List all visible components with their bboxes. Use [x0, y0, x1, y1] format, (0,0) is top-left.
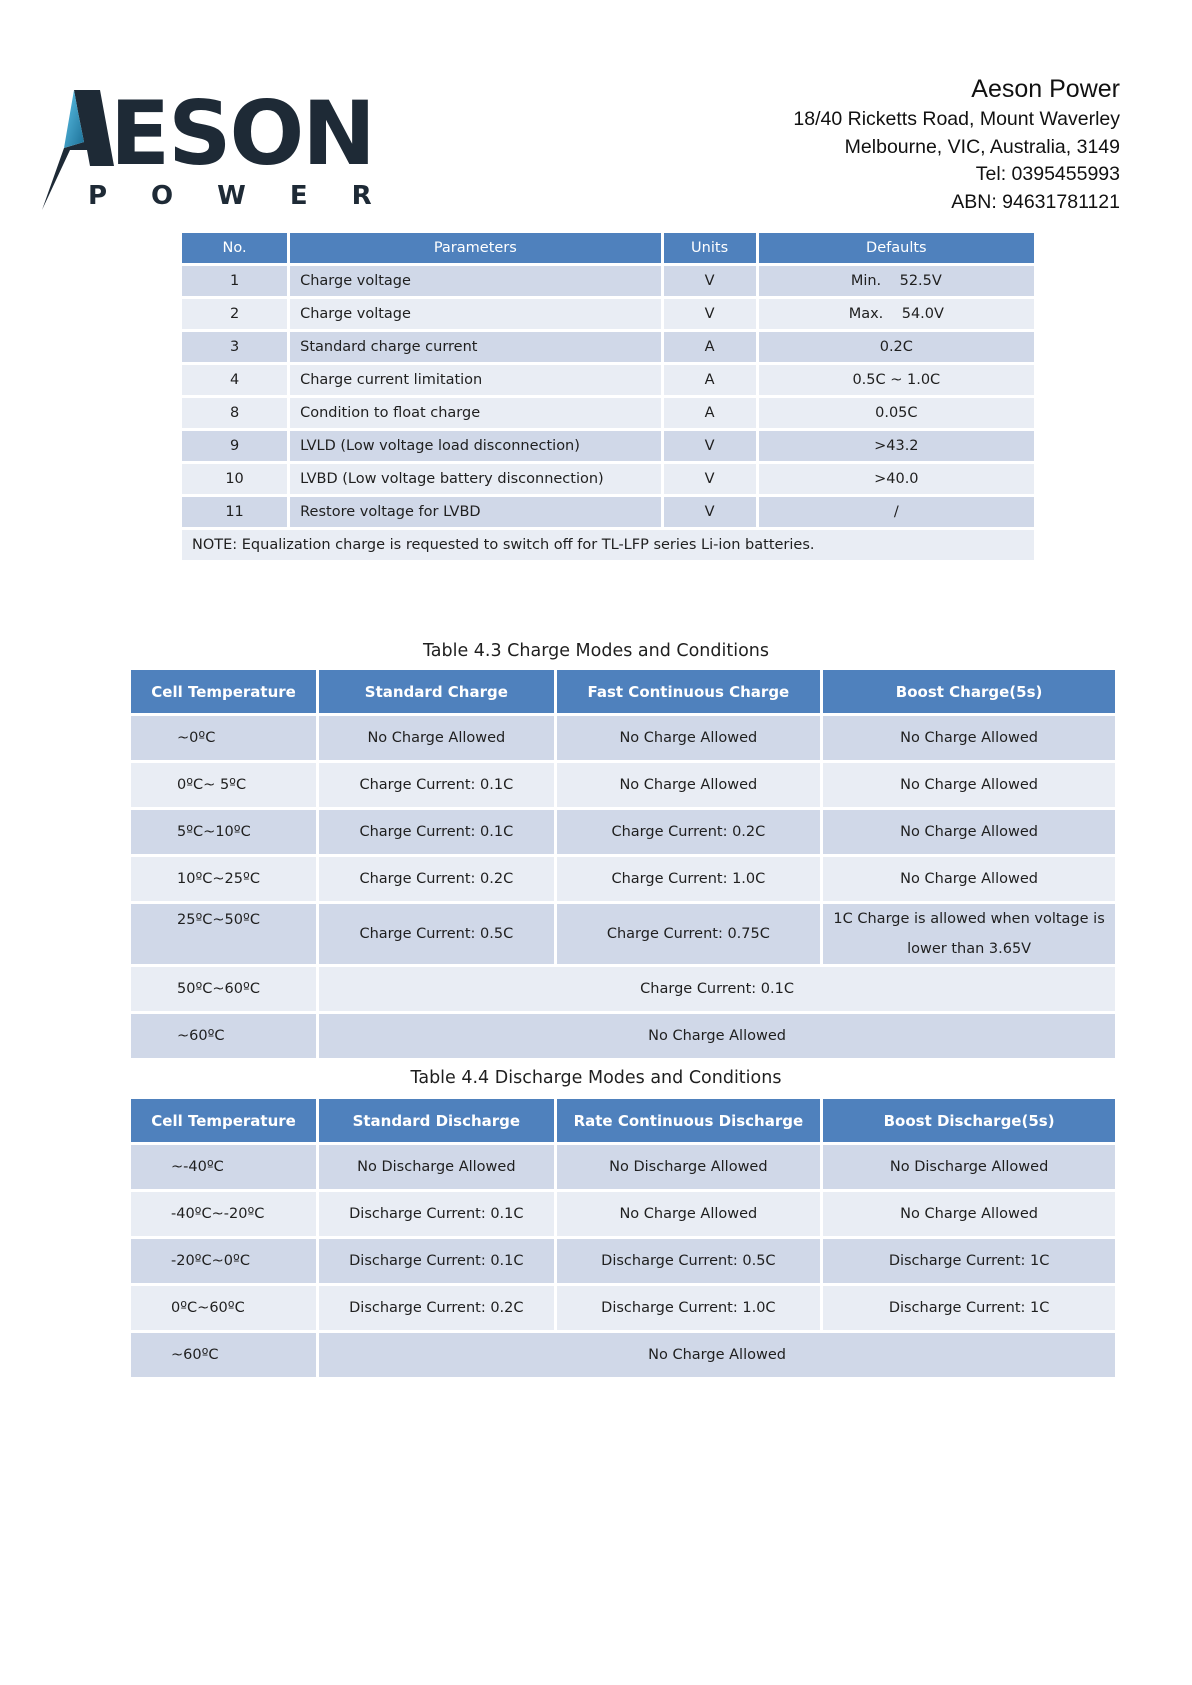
cell-parameter: LVBD (Low voltage battery disconnection): [290, 464, 660, 494]
table-row: [182, 497, 1034, 527]
cell-merged-value: Charge Current: 0.1C: [319, 967, 1115, 1011]
cell-fast-charge: Charge Current: 1.0C: [557, 857, 821, 901]
table-row: [131, 857, 1115, 901]
cell-no: 1: [182, 266, 287, 296]
table-row: [131, 810, 1115, 854]
cell-default: >43.2: [759, 431, 1034, 461]
table-row: [182, 266, 1034, 296]
cell-no: 11: [182, 497, 287, 527]
table-row: [131, 904, 1115, 964]
cell-boost-discharge: No Charge Allowed: [823, 1192, 1115, 1236]
cell-no: 4: [182, 365, 287, 395]
address-line-1: 18/40 Ricketts Road, Mount Waverley: [793, 108, 1120, 130]
cell-unit: A: [664, 365, 756, 395]
cell-merged-value: No Charge Allowed: [319, 1333, 1115, 1377]
cell-default: /: [759, 497, 1034, 527]
column-header-boost-discharge: Boost Discharge(5s): [823, 1099, 1115, 1142]
company-address-block: [793, 74, 1120, 216]
table-note: NOTE: Equalization charge is requested to switch off for TL-LFP series Li-ion batteries.: [182, 530, 1034, 560]
cell-boost-charge: 1C Charge is allowed when voltage is lower than 3.65V: [823, 904, 1115, 964]
cell-temperature: ~0ºC: [131, 716, 316, 760]
column-header-standard-discharge: Standard Discharge: [319, 1099, 553, 1142]
cell-rate-discharge: Discharge Current: 1.0C: [557, 1286, 821, 1330]
svg-text:ESON: ESON: [110, 82, 374, 185]
company-name: Aeson Power: [971, 75, 1120, 103]
table-row: [131, 1239, 1115, 1283]
table-row: [182, 431, 1034, 461]
cell-parameter: Charge voltage: [290, 266, 660, 296]
cell-temperature: 25ºC~50ºC: [131, 904, 316, 964]
column-header-boost-charge: Boost Charge(5s): [823, 670, 1115, 713]
cell-parameter: Condition to float charge: [290, 398, 660, 428]
parameters-table: [179, 230, 1037, 563]
table-note-row: [182, 530, 1034, 560]
cell-parameter: Charge current limitation: [290, 365, 660, 395]
cell-no: 10: [182, 464, 287, 494]
column-header-fast-continuous-charge: Fast Continuous Charge: [557, 670, 821, 713]
cell-no: 8: [182, 398, 287, 428]
cell-parameter: Restore voltage for LVBD: [290, 497, 660, 527]
cell-temperature: 0ºC~60ºC: [131, 1286, 316, 1330]
cell-boost-charge: No Charge Allowed: [823, 763, 1115, 807]
cell-standard-discharge: Discharge Current: 0.1C: [319, 1192, 553, 1236]
cell-temperature: ~60ºC: [131, 1333, 316, 1377]
discharge-modes-table: [128, 1096, 1118, 1380]
cell-default: 0.5C ~ 1.0C: [759, 365, 1034, 395]
cell-unit: V: [664, 497, 756, 527]
cell-parameter: Charge voltage: [290, 299, 660, 329]
table-row: [131, 1333, 1115, 1377]
cell-temperature: -20ºC~0ºC: [131, 1239, 316, 1283]
table-row: [182, 398, 1034, 428]
table-row: [131, 716, 1115, 760]
cell-temperature: 0ºC~ 5ºC: [131, 763, 316, 807]
cell-default: 0.05C: [759, 398, 1034, 428]
column-header-cell-temperature: Cell Temperature: [131, 1099, 316, 1142]
charge-modes-table: [128, 667, 1118, 1061]
abn-number: ABN: 94631781121: [951, 190, 1120, 213]
column-header-units: Units: [664, 233, 756, 263]
column-header-defaults: Defaults: [759, 233, 1034, 263]
cell-default: Min. 52.5V: [759, 266, 1034, 296]
cell-default: Max. 54.0V: [759, 299, 1034, 329]
cell-temperature: 10ºC~25ºC: [131, 857, 316, 901]
cell-unit: V: [664, 464, 756, 494]
cell-unit: V: [664, 299, 756, 329]
column-header-parameters: Parameters: [290, 233, 660, 263]
cell-standard-discharge: No Discharge Allowed: [319, 1145, 553, 1189]
column-header-cell-temperature: Cell Temperature: [131, 670, 316, 713]
table-row: [131, 1286, 1115, 1330]
cell-boost-charge: No Charge Allowed: [823, 857, 1115, 901]
cell-rate-discharge: No Charge Allowed: [557, 1192, 821, 1236]
cell-boost-discharge: No Discharge Allowed: [823, 1145, 1115, 1189]
address-line-2: Melbourne, VIC, Australia, 3149: [844, 135, 1120, 158]
cell-unit: A: [664, 398, 756, 428]
table-row: [131, 1145, 1115, 1189]
table-row: [182, 332, 1034, 362]
table-row: [131, 1192, 1115, 1236]
telephone: Tel: 0395455993: [975, 163, 1120, 185]
table-row: [182, 464, 1034, 494]
cell-standard-discharge: Discharge Current: 0.1C: [319, 1239, 553, 1283]
cell-rate-discharge: No Discharge Allowed: [557, 1145, 821, 1189]
cell-unit: V: [664, 431, 756, 461]
cell-parameter: Standard charge current: [290, 332, 660, 362]
cell-parameter: LVLD (Low voltage load disconnection): [290, 431, 660, 461]
cell-boost-discharge: Discharge Current: 1C: [823, 1286, 1115, 1330]
table-row: [131, 1014, 1115, 1058]
cell-temperature: -40ºC~-20ºC: [131, 1192, 316, 1236]
cell-standard-charge: Charge Current: 0.1C: [319, 763, 553, 807]
column-header-no: No.: [182, 233, 287, 263]
aeson-power-logo: [40, 82, 416, 213]
cell-fast-charge: No Charge Allowed: [557, 716, 821, 760]
table-row: [131, 967, 1115, 1011]
cell-unit: A: [664, 332, 756, 362]
cell-temperature: 5ºC~10ºC: [131, 810, 316, 854]
cell-fast-charge: Charge Current: 0.2C: [557, 810, 821, 854]
cell-standard-charge: Charge Current: 0.5C: [319, 904, 553, 964]
cell-temperature: ~-40ºC: [131, 1145, 316, 1189]
table-row: [182, 365, 1034, 395]
cell-temperature: 50ºC~60ºC: [131, 967, 316, 1011]
column-header-rate-continuous-discharge: Rate Continuous Discharge: [557, 1099, 821, 1142]
column-header-standard-charge: Standard Charge: [319, 670, 553, 713]
cell-unit: V: [664, 266, 756, 296]
charge-table-caption: Table 4.3 Charge Modes and Conditions: [422, 641, 770, 661]
svg-text:POWER: POWER: [88, 181, 416, 211]
cell-default: >40.0: [759, 464, 1034, 494]
cell-standard-discharge: Discharge Current: 0.2C: [319, 1286, 553, 1330]
cell-temperature: ~60ºC: [131, 1014, 316, 1058]
cell-boost-charge: No Charge Allowed: [823, 810, 1115, 854]
table-row: [131, 763, 1115, 807]
cell-fast-charge: Charge Current: 0.75C: [557, 904, 821, 964]
cell-default: 0.2C: [759, 332, 1034, 362]
cell-merged-value: No Charge Allowed: [319, 1014, 1115, 1058]
cell-no: 2: [182, 299, 287, 329]
cell-no: 3: [182, 332, 287, 362]
cell-no: 9: [182, 431, 287, 461]
cell-boost-discharge: Discharge Current: 1C: [823, 1239, 1115, 1283]
table-row: [182, 299, 1034, 329]
cell-standard-charge: No Charge Allowed: [319, 716, 553, 760]
cell-fast-charge: No Charge Allowed: [557, 763, 821, 807]
discharge-table-caption: Table 4.4 Discharge Modes and Conditions: [410, 1068, 782, 1088]
cell-boost-charge: No Charge Allowed: [823, 716, 1115, 760]
cell-standard-charge: Charge Current: 0.2C: [319, 857, 553, 901]
cell-rate-discharge: Discharge Current: 0.5C: [557, 1239, 821, 1283]
cell-standard-charge: Charge Current: 0.1C: [319, 810, 553, 854]
